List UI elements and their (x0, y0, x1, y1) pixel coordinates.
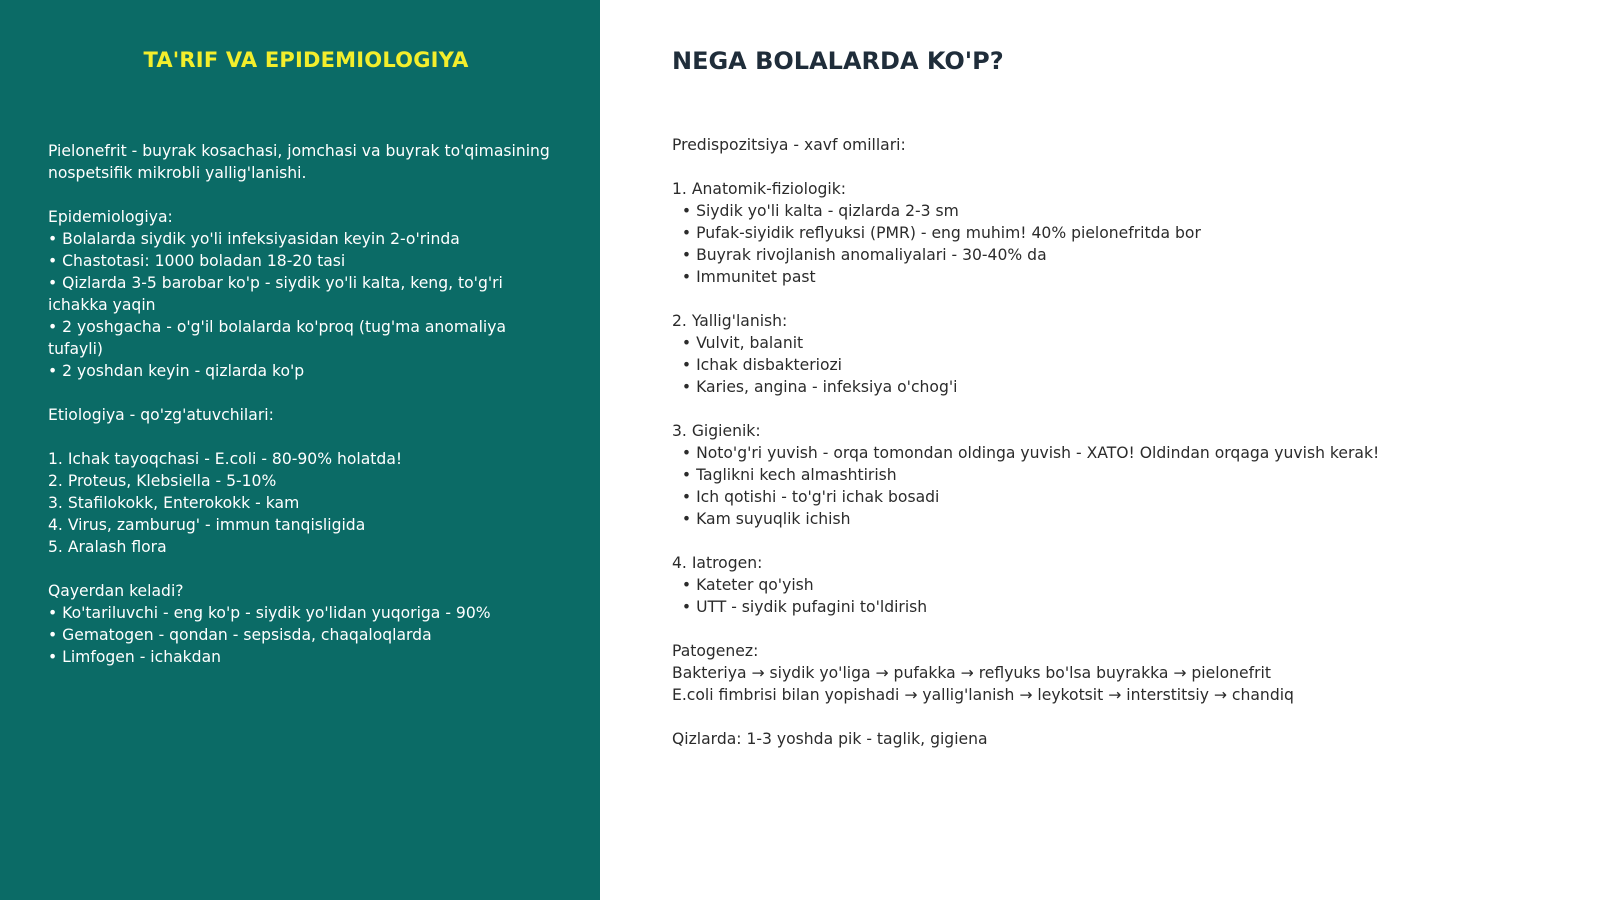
spacer (672, 706, 1560, 728)
peak-age-note: Qizlarda: 1-3 yoshda pik - taglik, gigiena (672, 730, 988, 748)
right-body (672, 134, 1560, 750)
etiology-item: 2. Proteus, Klebsiella - 5-10% (48, 472, 277, 490)
group-heading: 3. Gigienik: (672, 422, 761, 440)
etiology-item: 5. Aralash flora (48, 538, 167, 556)
risk-factors-intro: Predispozitsiya - xavf omillari: (672, 136, 906, 154)
spacer (672, 530, 1560, 552)
group-item: • Immunitet past (672, 268, 816, 286)
source-item: • Ko'tariluvchi - eng ko'p - siydik yo'lidan yuqoriga - 90% (48, 604, 491, 622)
right-title: NEGA BOLALARDA KO'P? (672, 47, 1004, 75)
etiology-heading: Etiologiya - qo'zg'atuvchilari: (48, 406, 274, 424)
left-panel (0, 0, 600, 900)
epidemiology-heading: Epidemiologiya: (48, 208, 173, 226)
group-item: • Kateter qo'yish (672, 576, 814, 594)
pathogenesis-heading: Patogenez: (672, 642, 759, 660)
spacer (48, 426, 564, 448)
epidemiology-item: • Qizlarda 3-5 barobar ko'p - siydik yo'li kalta, keng, to'g'ri ichakka yaqin (48, 274, 503, 314)
epidemiology-item: • Bolalarda siydik yo'li infeksiyasidan keyin 2-o'rinda (48, 230, 460, 248)
spacer (672, 398, 1560, 420)
group-item: • Siydik yo'li kalta - qizlarda 2-3 sm (672, 202, 959, 220)
group-item: • Buyrak rivojlanish anomaliyalari - 30-40% da (672, 246, 1047, 264)
group-item: • Ichak disbakteriozi (672, 356, 843, 374)
group-item: • Noto'g'ri yuvish - orqa tomondan oldinga yuvish - XATO! Oldindan orqaga yuvish kerak! (672, 444, 1380, 462)
source-heading: Qayerdan keladi? (48, 582, 184, 600)
etiology-item: 1. Ichak tayoqchasi - E.coli - 80-90% holatda! (48, 450, 403, 468)
group-item: • Ich qotishi - to'g'ri ichak bosadi (672, 488, 940, 506)
spacer (672, 156, 1560, 178)
spacer (48, 558, 564, 580)
group-item: • Vulvit, balanit (672, 334, 804, 352)
spacer (48, 382, 564, 404)
etiology-item: 4. Virus, zamburug' - immun tanqisligida (48, 516, 366, 534)
definition-text: Pielonefrit - buyrak kosachasi, jomchasi va buyrak to'qimasining nospetsifik mikrobli yallig'lanishi. (48, 142, 550, 182)
group-item: • Karies, angina - infeksiya o'chog'i (672, 378, 958, 396)
etiology-item: 3. Stafilokokk, Enterokokk - kam (48, 494, 300, 512)
group-item: • UTT - siydik pufagini to'ldirish (672, 598, 928, 616)
source-item: • Limfogen - ichakdan (48, 648, 222, 666)
epidemiology-item: • 2 yoshdan keyin - qizlarda ko'p (48, 362, 305, 380)
group-item: • Taglikni kech almashtirish (672, 466, 897, 484)
pathogenesis-line: E.coli fimbrisi bilan yopishadi → yallig'lanish → leykotsit → interstitsiy → chandiq (672, 686, 1294, 704)
left-title: TA'RIF VA EPIDEMIOLOGIYA (143, 48, 469, 72)
spacer (48, 184, 564, 206)
group-heading: 2. Yallig'lanish: (672, 312, 788, 330)
group-item: • Kam suyuqlik ichish (672, 510, 851, 528)
right-panel (600, 0, 1600, 900)
source-item: • Gematogen - qondan - sepsisda, chaqaloqlarda (48, 626, 432, 644)
group-heading: 1. Anatomik-fiziologik: (672, 180, 847, 198)
spacer (672, 288, 1560, 310)
group-item: • Pufak-siyidik reflyuksi (PMR) - eng muhim! 40% pielonefritda bor (672, 224, 1201, 242)
group-heading: 4. Iatrogen: (672, 554, 763, 572)
left-body (48, 140, 564, 668)
epidemiology-item: • Chastotasi: 1000 boladan 18-20 tasi (48, 252, 346, 270)
spacer (672, 618, 1560, 640)
pathogenesis-line: Bakteriya → siydik yo'liga → pufakka → reflyuks bo'lsa buyrakka → pielonefrit (672, 664, 1271, 682)
epidemiology-item: • 2 yoshgacha - o'g'il bolalarda ko'proq (tug'ma anomaliya tufayli) (48, 318, 507, 358)
